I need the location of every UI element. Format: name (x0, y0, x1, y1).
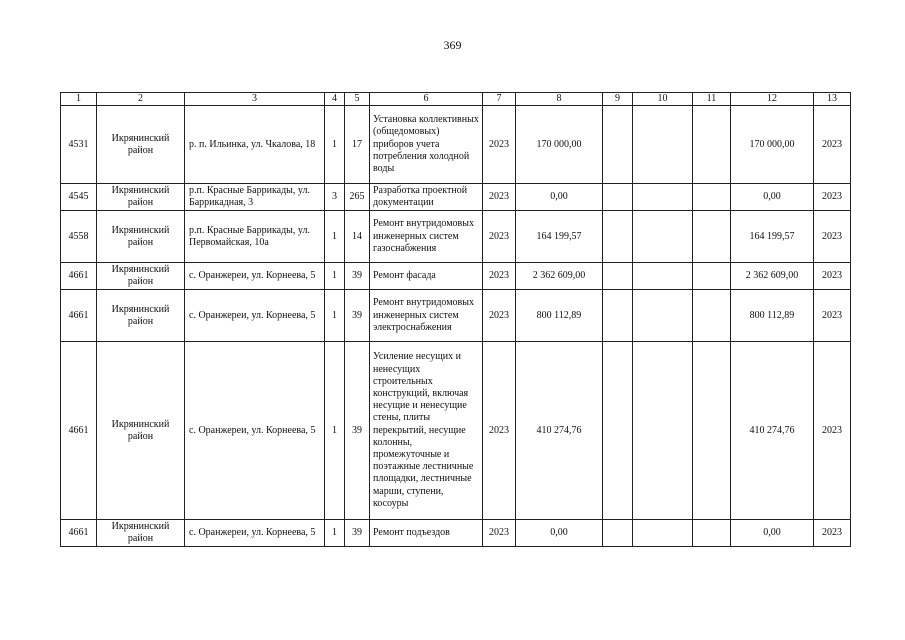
col-5: 39 (345, 342, 370, 520)
table-row (61, 520, 851, 547)
col-4: 3 (325, 184, 345, 211)
district: Икрянинский район (97, 211, 185, 263)
district: Икрянинский район (97, 290, 185, 342)
col-11 (693, 342, 731, 520)
col-11 (693, 106, 731, 184)
row-id: 4545 (61, 184, 97, 211)
table-row (61, 263, 851, 290)
col-10 (633, 184, 693, 211)
work-type: Разработка проектной документации (370, 184, 483, 211)
address: с. Оранжереи, ул. Корнеева, 5 (185, 342, 325, 520)
row-id: 4661 (61, 263, 97, 290)
district: Икрянинский район (97, 520, 185, 547)
col-10 (633, 342, 693, 520)
header-cell: 13 (814, 93, 851, 106)
row-id: 4661 (61, 342, 97, 520)
col-10 (633, 290, 693, 342)
end-year: 2023 (814, 342, 851, 520)
header-cell: 9 (603, 93, 633, 106)
total-cost: 0,00 (516, 184, 603, 211)
district: Икрянинский район (97, 263, 185, 290)
table-row (61, 106, 851, 184)
header-cell: 8 (516, 93, 603, 106)
col-5: 14 (345, 211, 370, 263)
col-10 (633, 211, 693, 263)
address: р.п. Красные Баррикады, ул. Первомайская, 10а (185, 211, 325, 263)
col-4: 1 (325, 263, 345, 290)
header-row (61, 93, 851, 106)
table-row (61, 290, 851, 342)
col-12-cost: 800 112,89 (731, 290, 814, 342)
address: с. Оранжереи, ул. Корнеева, 5 (185, 263, 325, 290)
work-type: Установка коллективных (общедомовых) приборов учета потребления холодной воды (370, 106, 483, 184)
header-cell: 12 (731, 93, 814, 106)
col-12-cost: 170 000,00 (731, 106, 814, 184)
work-type: Усиление несущих и ненесущих строительных конструкций, включая несущие и ненесущие стены, плиты перекрытий, несущие колонны, промежуточные и поэтажные лестничные площадки, лестничные марши, ступени, косоуры (370, 342, 483, 520)
row-id: 4661 (61, 290, 97, 342)
row-id: 4558 (61, 211, 97, 263)
col-10 (633, 520, 693, 547)
table-row (61, 211, 851, 263)
end-year: 2023 (814, 520, 851, 547)
year: 2023 (483, 263, 516, 290)
table-row (61, 342, 851, 520)
col-5: 39 (345, 520, 370, 547)
address: с. Оранжереи, ул. Корнеева, 5 (185, 290, 325, 342)
register-table (60, 92, 851, 547)
col-9 (603, 342, 633, 520)
table-row (61, 184, 851, 211)
end-year: 2023 (814, 106, 851, 184)
row-id: 4531 (61, 106, 97, 184)
col-11 (693, 263, 731, 290)
district: Икрянинский район (97, 342, 185, 520)
col-5: 17 (345, 106, 370, 184)
col-4: 1 (325, 106, 345, 184)
header-cell: 1 (61, 93, 97, 106)
header-cell: 5 (345, 93, 370, 106)
year: 2023 (483, 342, 516, 520)
page-number: 369 (443, 38, 462, 52)
total-cost: 164 199,57 (516, 211, 603, 263)
col-12-cost: 410 274,76 (731, 342, 814, 520)
address: р. п. Ильинка, ул. Чкалова, 18 (185, 106, 325, 184)
col-11 (693, 184, 731, 211)
header-cell: 3 (185, 93, 325, 106)
total-cost: 800 112,89 (516, 290, 603, 342)
col-9 (603, 520, 633, 547)
col-12-cost: 0,00 (731, 520, 814, 547)
total-cost: 410 274,76 (516, 342, 603, 520)
work-type: Ремонт подъездов (370, 520, 483, 547)
col-11 (693, 211, 731, 263)
work-type: Ремонт фасада (370, 263, 483, 290)
total-cost: 2 362 609,00 (516, 263, 603, 290)
district: Икрянинский район (97, 106, 185, 184)
col-4: 1 (325, 290, 345, 342)
year: 2023 (483, 290, 516, 342)
col-5: 39 (345, 263, 370, 290)
col-9 (603, 290, 633, 342)
total-cost: 0,00 (516, 520, 603, 547)
year: 2023 (483, 184, 516, 211)
end-year: 2023 (814, 290, 851, 342)
col-9 (603, 211, 633, 263)
col-4: 1 (325, 520, 345, 547)
header-cell: 6 (370, 93, 483, 106)
total-cost: 170 000,00 (516, 106, 603, 184)
col-11 (693, 290, 731, 342)
end-year: 2023 (814, 263, 851, 290)
year: 2023 (483, 106, 516, 184)
col-4: 1 (325, 211, 345, 263)
col-12-cost: 164 199,57 (731, 211, 814, 263)
header-cell: 11 (693, 93, 731, 106)
end-year: 2023 (814, 184, 851, 211)
work-type: Ремонт внутридомовых инженерных систем газоснабжения (370, 211, 483, 263)
col-11 (693, 520, 731, 547)
col-9 (603, 184, 633, 211)
col-5: 39 (345, 290, 370, 342)
header-cell: 2 (97, 93, 185, 106)
address: р.п. Красные Баррикады, ул. Баррикадная, 3 (185, 184, 325, 211)
col-9 (603, 263, 633, 290)
col-4: 1 (325, 342, 345, 520)
year: 2023 (483, 520, 516, 547)
header-cell: 10 (633, 93, 693, 106)
header-cell: 4 (325, 93, 345, 106)
col-10 (633, 263, 693, 290)
header-cell: 7 (483, 93, 516, 106)
col-12-cost: 2 362 609,00 (731, 263, 814, 290)
district: Икрянинский район (97, 184, 185, 211)
address: с. Оранжереи, ул. Корнеева, 5 (185, 520, 325, 547)
col-12-cost: 0,00 (731, 184, 814, 211)
work-type: Ремонт внутридомовых инженерных систем электроснабжения (370, 290, 483, 342)
col-10 (633, 106, 693, 184)
col-9 (603, 106, 633, 184)
row-id: 4661 (61, 520, 97, 547)
col-5: 265 (345, 184, 370, 211)
year: 2023 (483, 211, 516, 263)
end-year: 2023 (814, 211, 851, 263)
